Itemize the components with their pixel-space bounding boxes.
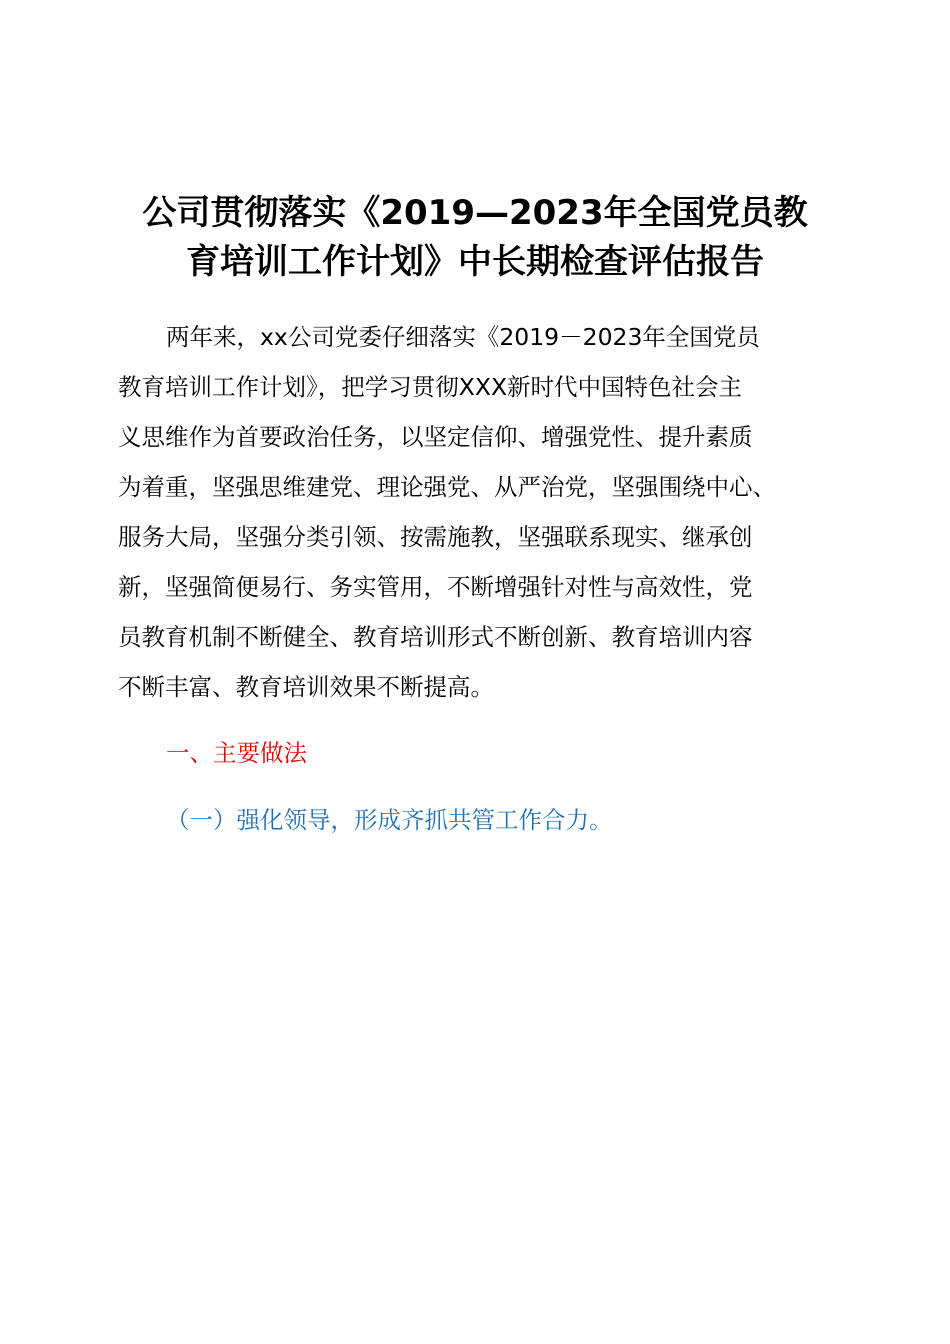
document-title-line-1: 公司贯彻落实《2019—2023年全国党员教 (142, 193, 808, 233)
paragraph-line: 服务大局，坚强分类引领、按需施教，坚强联系现实、继承创 (118, 523, 753, 551)
paragraph-line: 义思维作为首要政治任务，以坚定信仰、增强党性、提升素质 (118, 423, 753, 451)
paragraph-line: 两年来，xx公司党委仔细落实《2019－2023年全国党员 (166, 323, 760, 351)
paragraph-line: 教育培训工作计划》，把学习贯彻XXX新时代中国特色社会主 (118, 373, 743, 401)
subsection-heading: （一）强化领导，形成齐抓共管工作合力。 (166, 806, 613, 834)
paragraph-line: 员教育机制不断健全、教育培训形式不断创新、教育培训内容 (118, 623, 753, 651)
intro-paragraph (118, 312, 838, 712)
paragraph-line: 不断丰富、教育培训效果不断提高。 (118, 673, 494, 701)
paragraph-line: 为着重，坚强思维建党、理论强党、从严治党，坚强围绕中心、 (118, 473, 776, 501)
document-title-line-2: 育培训工作计划》中长期检查评估报告 (186, 242, 764, 282)
section-heading: 一、主要做法 (166, 739, 307, 767)
paragraph-line: 新，坚强简便易行、务实管用，不断增强针对性与高效性，党 (118, 573, 753, 601)
